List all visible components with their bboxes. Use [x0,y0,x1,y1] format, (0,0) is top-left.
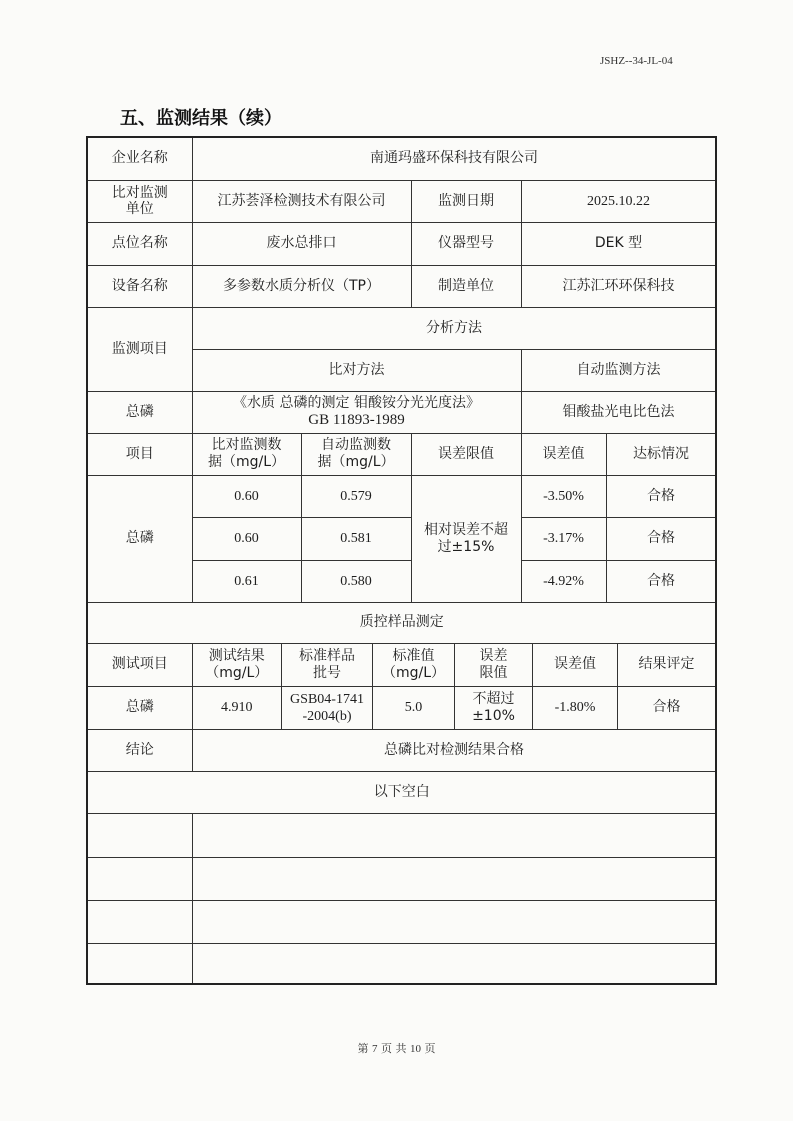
error-value: -3.50% [521,475,606,517]
compare-unit-row [87,180,716,222]
auto-data-header: 自动监测数 据（mg/L） [301,433,411,475]
enterprise-value: 南通玛盛环保科技有限公司 [192,137,716,180]
conclusion-value: 总磷比对检测结果合格 [192,729,716,771]
instrument-model-value: DEK 型 [521,222,716,265]
error-value: -3.17% [521,517,606,560]
monitor-date-value: 2025.10.22 [521,180,716,222]
qc-error-header: 误差值 [533,644,618,686]
compare-unit-label: 比对监测单位 [87,180,192,222]
analysis-method-header: 分析方法 [192,307,716,349]
qc-header-row [87,643,716,686]
limit-header: 误差限值 [411,433,521,475]
results-header-row [87,433,716,475]
error-limit-value: 相对误差不超 过±15% [411,475,521,602]
results-parameter: 总磷 [87,475,192,602]
qc-evaluation-header: 结果评定 [618,644,716,686]
compare-method-standard: GB 11893-1989 [308,412,405,428]
status-header: 达标情况 [606,433,716,475]
status-value: 合格 [606,517,716,560]
method-parameter: 总磷 [87,391,192,433]
qc-error-value: -1.80% [533,687,618,729]
empty-row [87,857,716,900]
qc-std-value: 5.0 [373,687,455,729]
conclusion-label: 结论 [87,729,192,771]
results-item-header: 项目 [87,433,192,475]
device-name-value: 多参数水质分析仪（TP） [192,265,411,307]
compare-method-name: 《水质 总磷的测定 钼酸铵分光光度法》 [233,395,480,411]
qc-evaluation-value: 合格 [618,687,716,729]
point-label: 点位名称 [87,222,192,265]
status-value: 合格 [606,475,716,517]
enterprise-label: 企业名称 [87,137,192,180]
qc-batch-value: GSB04-1741 -2004(b) [282,687,373,729]
compare-method-header: 比对方法 [192,349,521,391]
auto-value: 0.581 [301,517,411,560]
device-row [87,265,716,307]
auto-method-header: 自动监测方法 [521,349,716,391]
blank-note-row [87,771,716,813]
document-code: JSHZ--34-JL-04 [600,55,673,67]
blank-note: 以下空白 [87,771,716,813]
auto-value: 0.579 [301,475,411,517]
empty-row [87,943,716,984]
qc-title: 质控样品测定 [87,602,716,643]
qc-result-value: 4.910 [193,687,282,729]
qc-item-header: 测试项目 [87,643,192,686]
monitoring-result-table [86,136,717,985]
point-value: 废水总排口 [192,222,411,265]
qc-data-row [87,686,716,729]
instrument-model-label: 仪器型号 [411,222,521,265]
enterprise-row [87,137,716,180]
compare-data-header: 比对监测数 据（mg/L） [192,433,301,475]
manufacturer-label: 制造单位 [411,265,521,307]
status-value: 合格 [606,560,716,602]
qc-result-header: 测试结果 （mg/L） [193,644,282,686]
device-name-label: 设备名称 [87,265,192,307]
qc-title-row [87,602,716,643]
monitor-item-label: 监测项目 [87,307,192,391]
empty-row [87,900,716,943]
section-title: 五、监测结果（续） [120,108,282,129]
error-value: -4.92% [521,560,606,602]
page-total: 10 [410,1043,421,1055]
empty-row [87,813,716,857]
compare-value: 0.60 [192,517,301,560]
auto-method-value: 钼酸盐光电比色法 [521,391,716,433]
compare-method-value [192,391,521,433]
compare-value: 0.60 [192,475,301,517]
compare-value: 0.61 [192,560,301,602]
page-footer: 第 7 页 共 10 页 [357,1042,436,1055]
qc-limit-header: 误差 限值 [455,644,533,686]
error-header: 误差值 [521,433,606,475]
qc-batch-header: 标准样品 批号 [282,644,373,686]
qc-std-header: 标准值 （mg/L） [373,644,455,686]
conclusion-row [87,729,716,771]
analysis-method-row [87,307,716,349]
point-row [87,222,716,265]
method-value-row [87,391,716,433]
page-number: 7 [372,1043,378,1055]
compare-unit-value: 江苏荟泽检测技术有限公司 [192,180,411,222]
manufacturer-value: 江苏汇环环保科技 [521,265,716,307]
monitor-date-label: 监测日期 [411,180,521,222]
auto-value: 0.580 [301,560,411,602]
result-row [87,475,716,517]
qc-limit-value: 不超过 ±10% [455,687,533,729]
qc-item: 总磷 [87,686,192,729]
